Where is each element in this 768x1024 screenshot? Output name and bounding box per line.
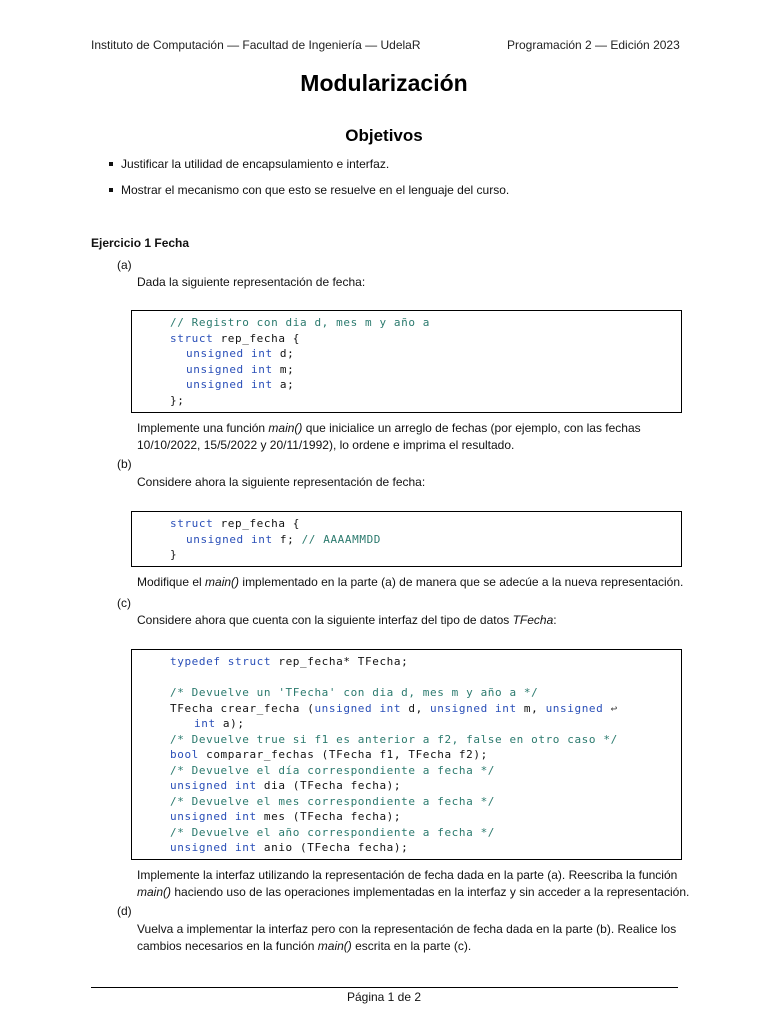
- part-label-b: (b): [117, 457, 132, 471]
- objectives-heading: Objetivos: [345, 126, 423, 145]
- part-label-d: (d): [117, 904, 132, 918]
- bullet-icon: [109, 162, 113, 166]
- running-header-right: Programación 2 — Edición 2023: [507, 38, 680, 52]
- code-block-a: // Registro con dia d, mes m y año a struct rep_fecha { unsigned int d; unsigned int m; unsigned int a; };: [131, 310, 682, 413]
- part-label-a: (a): [117, 258, 132, 272]
- part-label-c: (c): [117, 596, 131, 610]
- part-b-task: Modifique el main() implementado en la parte (a) de manera que se adecúe a la nueva representación.: [137, 575, 684, 589]
- part-c-intro: Considere ahora que cuenta con la siguiente interfaz del tipo de datos TFecha:: [137, 613, 557, 627]
- footer-rule: [91, 987, 678, 988]
- bullet-icon: [109, 188, 113, 192]
- line-wrap-icon: ↩: [610, 701, 618, 715]
- objective-item: Justificar la utilidad de encapsulamiento e interfaz.: [109, 157, 389, 171]
- exercise-title: Ejercicio 1 Fecha: [91, 236, 190, 250]
- part-a-task: Implemente una función main() que inicialice un arreglo de fechas (por ejemplo, con las fechas 10/10/2022, 15/5/2022 y 20/11/1992), lo ordene e imprima el resultado.: [137, 421, 641, 452]
- code-block-b: struct rep_fecha { unsigned int f; // AAAAMMDD }: [131, 511, 682, 567]
- page-number: Página 1 de 2: [346, 990, 422, 1004]
- code-block-c: typedef struct rep_fecha* TFecha; /* Devuelve un 'TFecha' con dia d, mes m y año a */ TFecha crear_fecha (unsigned int d, unsigned int m, unsigned ↩ int a); /* Devuelve true si f1 es anterior a f2, false en otro caso */ bool comparar_fechas (TFecha f1, TFecha f2); /* Devuelve el día correspondiente a fecha */ unsigned int dia (TFecha fecha); /* Devuelve el mes correspondiente a fecha */ unsigned int mes (TFecha fecha); /* Devuelve el año correspondiente a fecha */ unsigned int anio (TFecha fecha);: [131, 649, 682, 860]
- part-d-intro: Vuelva a implementar la interfaz pero con la representación de fecha dada en la parte (b). Realice los cambios necesarios en la función main() escrita en la parte (c).: [137, 922, 677, 953]
- running-header-left: Instituto de Computación — Facultad de Ingeniería — UdelaR: [91, 38, 421, 52]
- part-c-task: Implemente la interfaz utilizando la representación de fecha dada en la parte (a). Reescriba la función main() haciendo uso de las operaciones implementadas en la interfaz y sin acceder a la representación.: [137, 868, 690, 899]
- part-a-intro: Dada la siguiente representación de fecha:: [137, 275, 366, 289]
- part-b-intro: Considere ahora la siguiente representación de fecha:: [137, 475, 426, 489]
- document-title: Modularización: [300, 70, 468, 96]
- objective-item: Mostrar el mecanismo con que esto se resuelve en el lenguaje del curso.: [109, 183, 509, 197]
